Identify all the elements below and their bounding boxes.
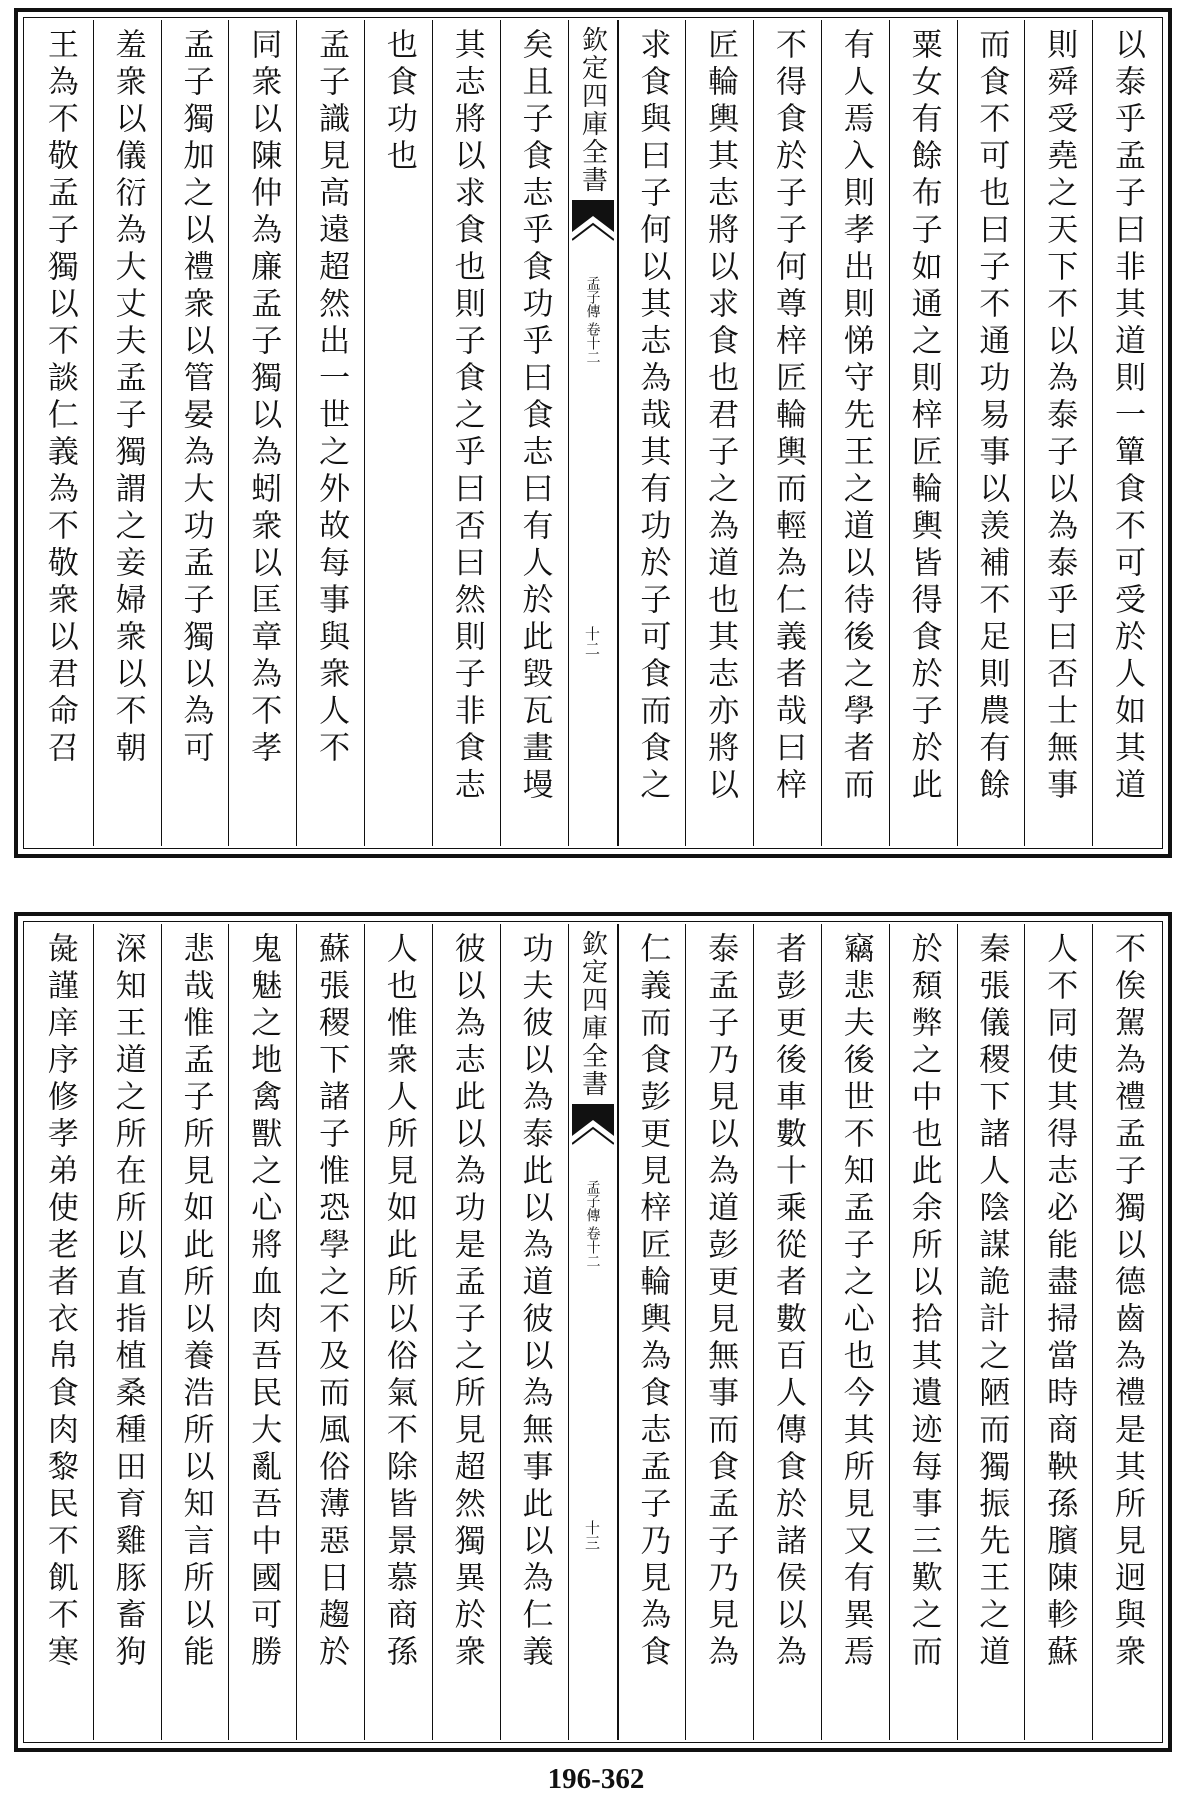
folio-number: 十二	[583, 626, 601, 656]
text-column: 泰孟子乃見以為道彭更見無事而食孟子乃見為	[685, 924, 753, 1740]
text-column: 功夫彼以為泰此以為道彼以為無事此以為仁義	[500, 924, 568, 1740]
text-column: 也食功也	[364, 20, 432, 846]
text-column: 於頹弊之中也此余所以拾其遺迹每事三歎之而	[889, 924, 957, 1740]
text-column: 悲哉惟孟子所見如此所以養浩所以知言所以能	[161, 924, 229, 1740]
spine-subtitle	[585, 1180, 601, 1268]
page-spine	[568, 20, 618, 846]
text-column: 王為不敬孟子獨以不談仁義為不敬衆以君命召	[41, 28, 78, 768]
text-column: 而食不可也曰子不通功易事以羡補不足則農有餘	[957, 20, 1025, 846]
text-column: 竊悲夫後世不知孟子之心也今其所見又有異焉	[821, 924, 889, 1740]
text-column: 則舜受堯之天下不以為泰子以為泰乎曰否士無事	[1024, 20, 1092, 846]
folio-number: 十三	[583, 1520, 601, 1550]
spine-volume: 卷十二	[584, 322, 601, 364]
lower-page	[14, 912, 1172, 1752]
text-column: 不俟駕為禮孟子獨以德齒為禮是其所見迥與衆	[1092, 924, 1160, 1740]
upper-page	[14, 8, 1172, 858]
text-column: 矣且子食志乎食功乎曰食志曰有人於此毀瓦畫墁	[500, 20, 568, 846]
text-column: 不得食於子子何尊梓匠輪輿而輕為仁義者哉曰梓	[753, 20, 821, 846]
text-column: 深知王道之所在所以直指植桑種田育雞豚畜狗	[93, 924, 161, 1740]
spine-volume: 卷十二	[584, 1226, 601, 1268]
text-column: 鬼魅之地禽獸之心將血肉吾民大亂吾中國可勝	[228, 924, 296, 1740]
text-column: 其志將以求食也則子食之乎曰否曰然則子非食志	[432, 20, 500, 846]
text-column: 羞衆以儀衍為大丈夫孟子獨謂之妾婦衆以不朝	[93, 20, 161, 846]
text-column: 人不同使其得志必能盡掃當時商鞅孫臏陳軫蘇	[1024, 924, 1092, 1740]
lower-page-columns	[26, 924, 1160, 1740]
text-column: 以泰乎孟子曰非其道則一簞食不可受於人如其道	[1092, 20, 1160, 846]
text-column: 孟子獨加之以禮衆以管晏為大功孟子獨以為可	[161, 20, 229, 846]
text-column: 者彭更後車數十乘從者數百人傳食於諸侯以為	[753, 924, 821, 1740]
fish-tail-mark-icon	[572, 200, 614, 256]
text-column: 彘謹庠序修孝弟使老者衣帛食肉黎民不飢不寒	[41, 932, 78, 1672]
text-column: 匠輪輿其志將以求食也君子之為道也其志亦將以	[685, 20, 753, 846]
text-column: 有人焉入則孝出則悌守先王之道以待後之學者而	[821, 20, 889, 846]
upper-page-columns	[26, 20, 1160, 846]
text-column: 仁義而食彭更見梓匠輪輿為食志孟子乃見為食	[618, 924, 686, 1740]
page-reference-number: 196-362	[547, 1763, 645, 1795]
spine-book-title: 孟子傳	[584, 276, 601, 318]
page-spine	[568, 924, 618, 1740]
text-column: 粟女有餘布子如通之則梓匠輪輿皆得食於子於此	[889, 20, 957, 846]
text-column: 人也惟衆人所見如此所以俗氣不除皆景慕商孫	[364, 924, 432, 1740]
spine-title: 欽定四庫全書	[577, 930, 608, 1098]
text-column: 蘇張稷下諸子惟恐學之不及而風俗薄惡日趨於	[296, 924, 364, 1740]
spine-title: 欽定四庫全書	[577, 26, 608, 194]
spine-book-title: 孟子傳	[584, 1180, 601, 1222]
text-column: 求食與曰子何以其志為哉其有功於子可食而食之	[618, 20, 686, 846]
text-column: 秦張儀稷下諸人陰謀詭計之陋而獨振先王之道	[957, 924, 1025, 1740]
text-column: 彼以為志此以為功是孟子之所見超然獨異於衆	[432, 924, 500, 1740]
text-column: 同衆以陳仲為廉孟子獨以為蚓衆以匡章為不孝	[228, 20, 296, 846]
spine-subtitle	[585, 276, 601, 364]
text-column: 孟子識見高遠超然出一世之外故每事與衆人不	[296, 20, 364, 846]
fish-tail-mark-icon	[572, 1104, 614, 1160]
